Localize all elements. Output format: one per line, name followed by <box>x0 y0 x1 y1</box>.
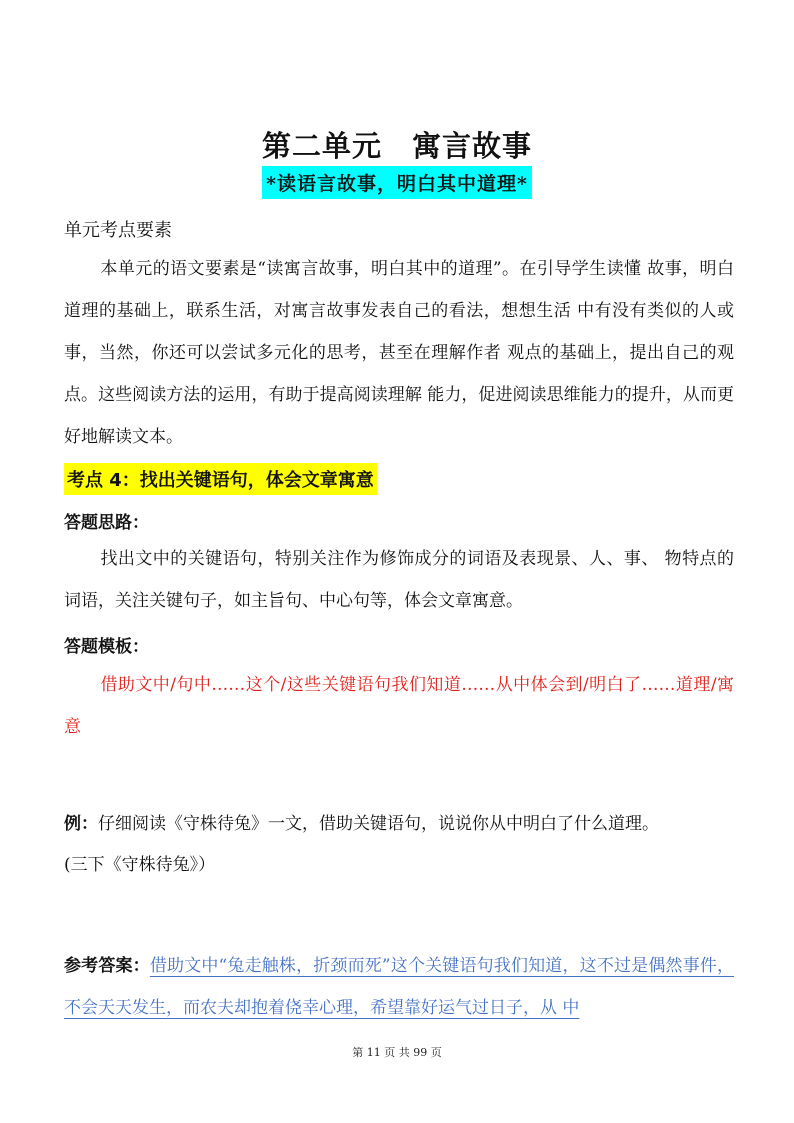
subtitle-container <box>0 166 794 199</box>
answer-label: 参考答案： <box>64 956 150 976</box>
example-source: (三下《守株待兔》） <box>64 855 216 875</box>
example-text: 仔细阅读《守株待兔》一文，借助关键语句，说说你从中明白了什么道理。 <box>98 814 659 834</box>
thinking-heading: 答题思路： <box>64 513 149 533</box>
template-heading: 答题模板： <box>64 637 149 657</box>
intro-text: 本单元的语文要素是“读寓言故事，明白其中的道理”。在引导学生读懂 故事，明白道理的基础上，联系生活，对寓言故事发表自己的看法，想想生活 中有没有类似的人或事，当然，你还可以尝试多元化的思考，甚至在理解作者 观点的基础上，提出自己的观点。这些阅读方法的运用，有助于提高阅读理解 能力，促进阅读思维能力的提升，从而更好地解读文本。 <box>64 259 734 447</box>
intro-paragraph <box>64 248 734 458</box>
answer-text: 借助文中“兔走触株，折颈而死”这个关键语句我们知道，这不过是偶然事件，不会天天发生，而农夫却抱着侥幸心理，希望靠好运气过日子，从 中 <box>64 956 735 1018</box>
thinking-text: 找出文中的关键语句，特别关注作为修饰成分的词语及表现景、人、事、 物特点的词语，关注关键句子，如主旨句、中心句等，体会文章寓意。 <box>64 549 734 611</box>
kaodian-heading: 考点 4：找出关键语句，体会文章寓意 <box>64 463 377 495</box>
section-label: 单元考点要素 <box>64 220 172 241</box>
page-footer: 第 11 页 共 99 页 <box>352 1046 442 1059</box>
kaodian-container <box>64 463 377 495</box>
subtitle-highlight: *读语言故事，明白其中道理* <box>262 166 532 199</box>
example-question <box>64 809 744 834</box>
thinking-paragraph <box>64 538 734 622</box>
template-text: 借助文中/句中……这个/这些关键语句我们知道……从中体会到/明白了……道理/寓意 <box>64 675 734 737</box>
template-paragraph <box>64 664 734 748</box>
example-label: 例： <box>64 814 98 834</box>
reference-answer <box>64 945 734 1029</box>
page-title: 第二单元 寓言故事 <box>261 129 532 163</box>
